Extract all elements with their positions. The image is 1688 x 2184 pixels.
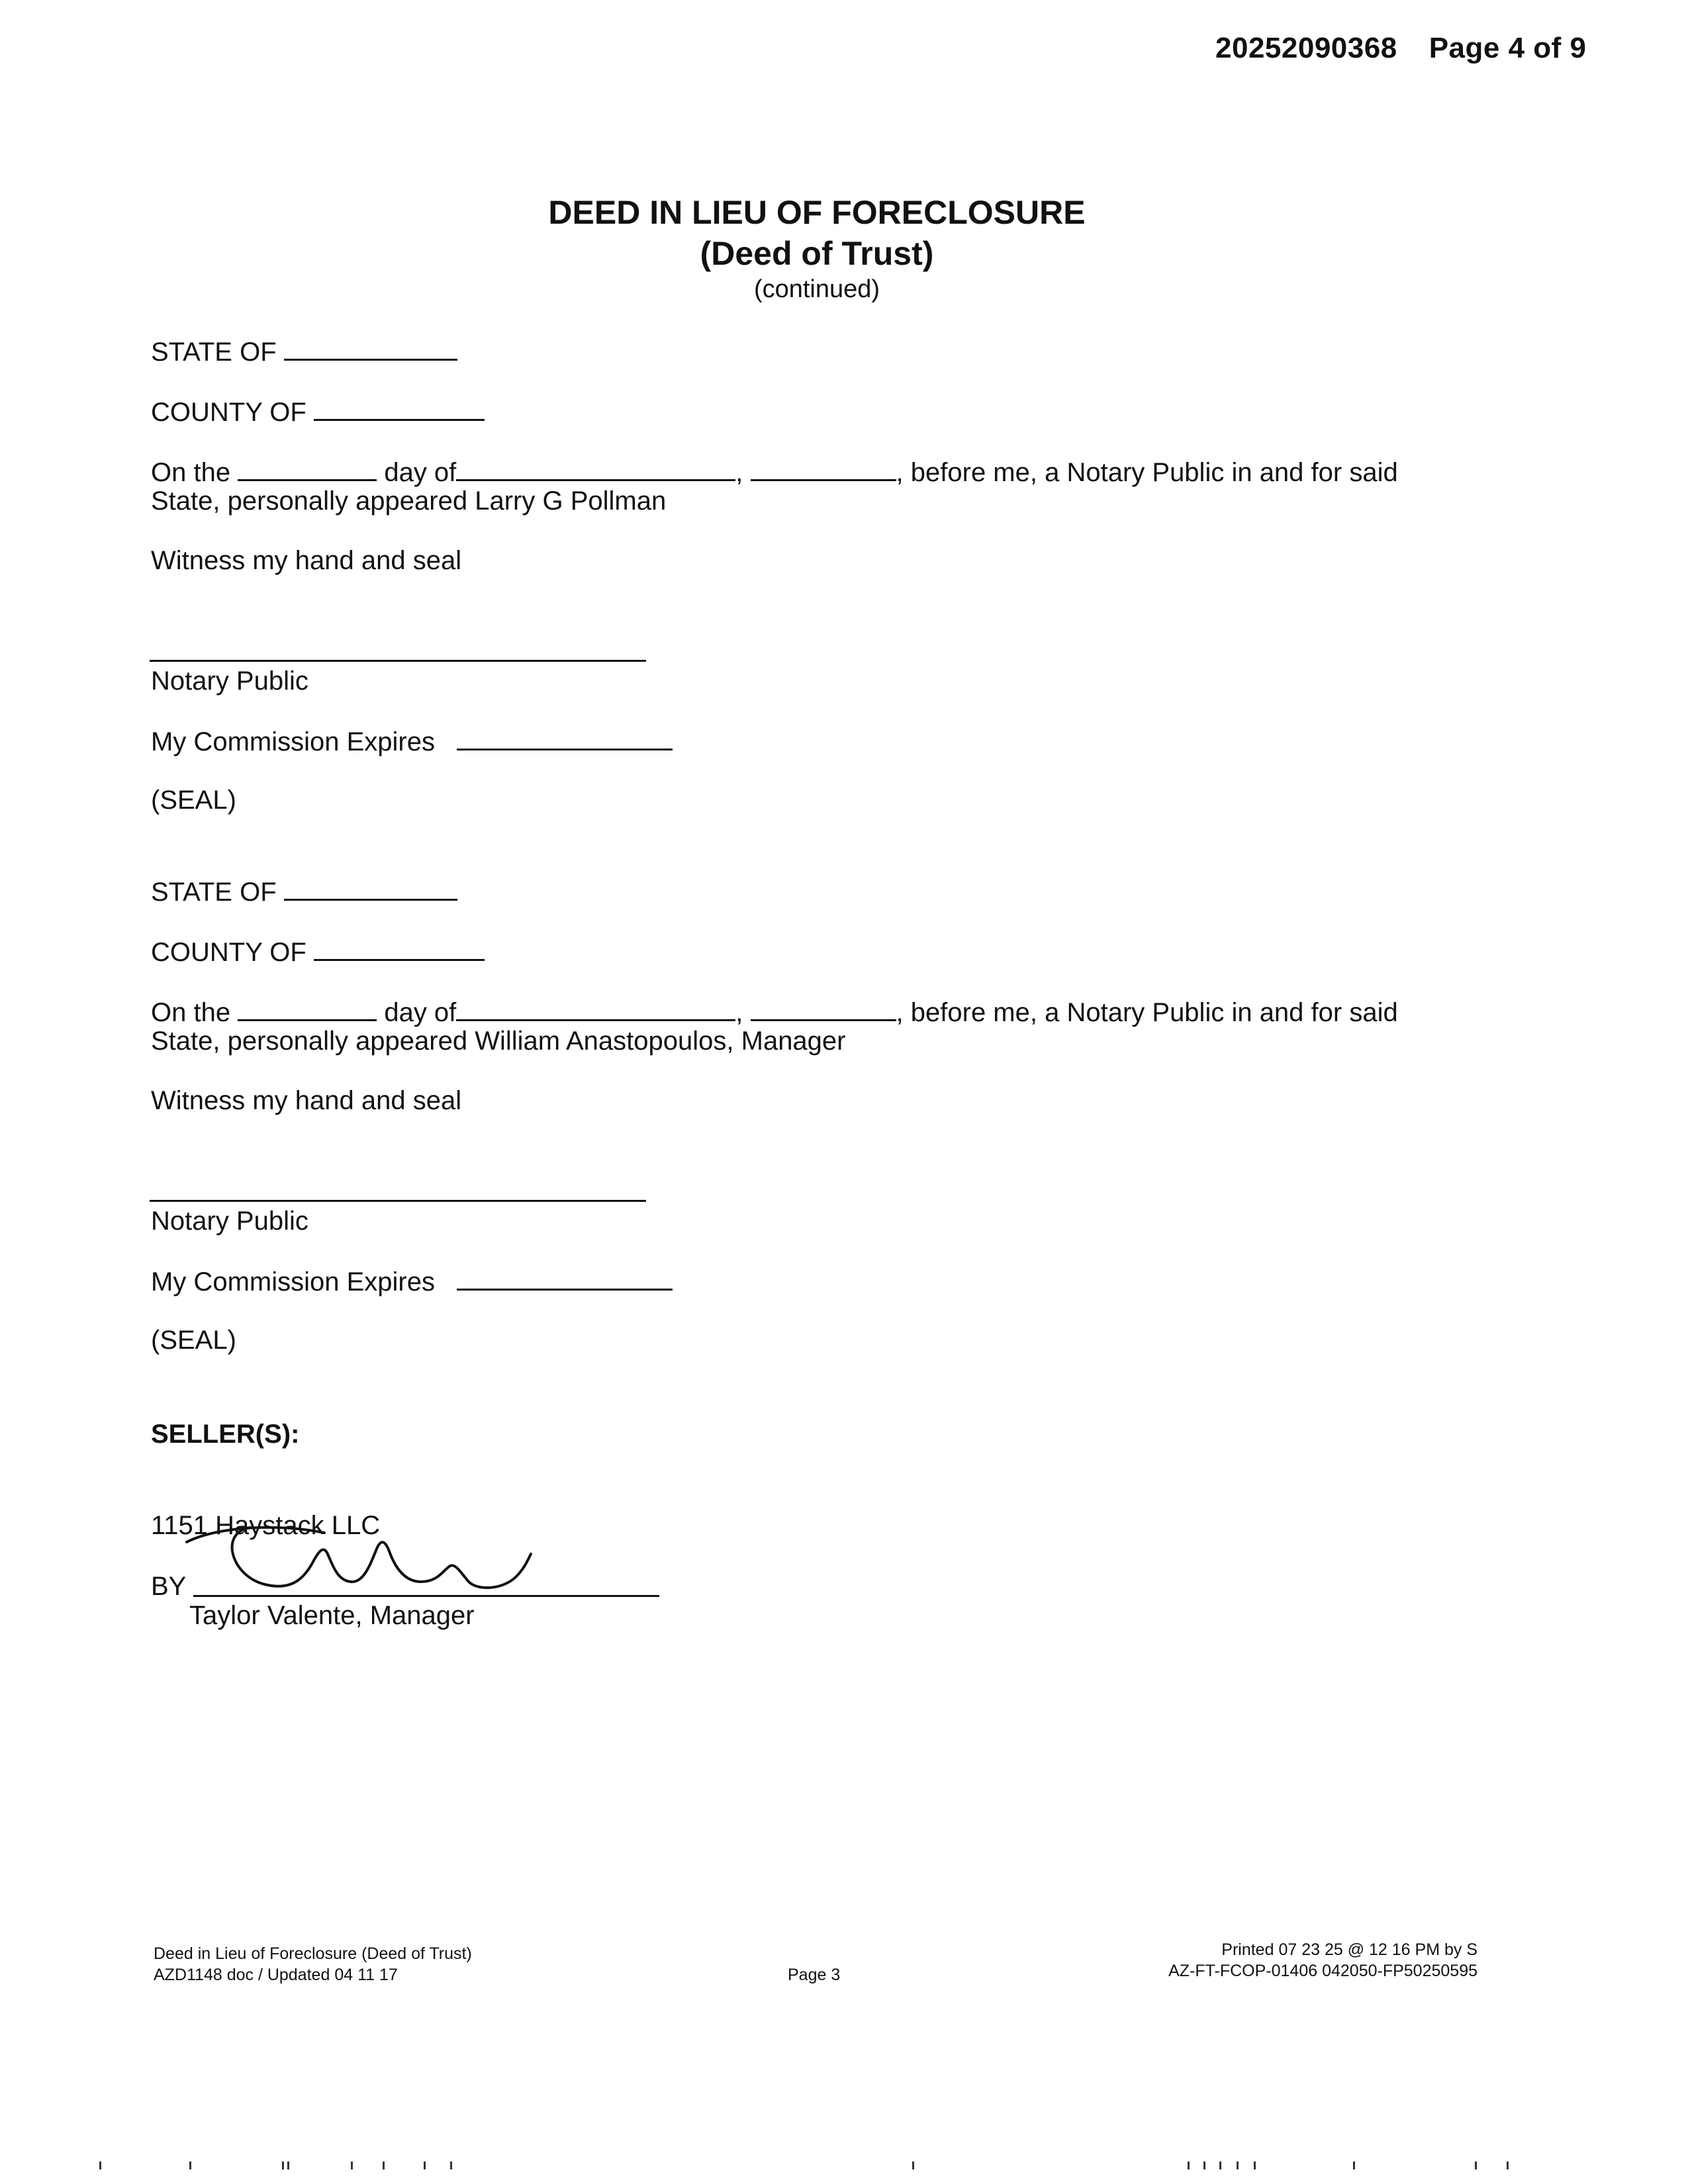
county-line xyxy=(151,935,485,968)
seal-label: (SEAL) xyxy=(151,786,236,815)
scan-speck xyxy=(450,2161,452,2169)
county-label: COUNTY OF xyxy=(151,938,306,967)
seal-label: (SEAL) xyxy=(151,1326,236,1355)
state-line xyxy=(151,875,457,907)
commission-line xyxy=(151,725,673,757)
footer-printed-stamp: Printed 07 23 25 @ 12 16 PM by S xyxy=(1221,1940,1477,1959)
state-line xyxy=(151,335,457,367)
on-the-label: On the xyxy=(151,458,231,487)
scan-speck xyxy=(1203,2161,1205,2169)
scan-speck xyxy=(1475,2161,1477,2169)
year-blank xyxy=(751,995,896,1021)
commission-label: My Commission Expires xyxy=(151,1267,435,1297)
comma: , xyxy=(735,458,743,487)
notary-signature-line xyxy=(150,1200,646,1202)
appeared-line: State, personally appeared Larry G Pollman xyxy=(151,486,667,516)
footer-form-id: AZD1148 doc / Updated 04 11 17 xyxy=(154,1966,398,1984)
comma: , xyxy=(735,998,743,1027)
date-line xyxy=(151,995,1398,1028)
page-indicator: Page 4 of 9 xyxy=(1429,32,1587,64)
day-blank xyxy=(238,995,377,1021)
scan-speck xyxy=(1353,2161,1355,2169)
witness-line: Witness my hand and seal xyxy=(151,546,462,575)
appeared-line: State, personally appeared William Anastopoulos, Manager xyxy=(151,1026,846,1056)
month-blank xyxy=(456,995,735,1021)
scan-speck xyxy=(282,2161,284,2169)
month-blank xyxy=(456,455,735,481)
state-blank xyxy=(284,335,457,361)
day-blank xyxy=(238,455,377,481)
year-blank xyxy=(751,455,896,481)
before-me-text: , before me, a Notary Public in and for said xyxy=(896,458,1398,487)
day-of-label: day of xyxy=(384,458,457,487)
page-header xyxy=(1215,32,1587,65)
notary-public-label: Notary Public xyxy=(151,1206,308,1236)
handwritten-signature-icon xyxy=(179,1513,576,1612)
witness-line: Witness my hand and seal xyxy=(151,1086,462,1115)
state-blank xyxy=(284,875,457,901)
scan-speck xyxy=(99,2161,101,2169)
title-block xyxy=(0,192,1634,304)
scan-speck xyxy=(1237,2161,1239,2169)
commission-label: My Commission Expires xyxy=(151,727,435,756)
scan-speck xyxy=(287,2161,289,2169)
scan-artifacts xyxy=(0,2161,1688,2175)
county-blank xyxy=(314,935,485,961)
scan-speck xyxy=(424,2161,426,2169)
commission-blank xyxy=(457,1265,673,1291)
scan-speck xyxy=(912,2161,914,2169)
footer-form-title: Deed in Lieu of Foreclosure (Deed of Trust) xyxy=(154,1944,472,1963)
signer-name-title: Taylor Valente, Manager xyxy=(189,1601,475,1630)
day-of-label: day of xyxy=(384,998,457,1027)
sellers-heading: SELLER(S): xyxy=(151,1420,300,1449)
scan-speck xyxy=(189,2161,191,2169)
commission-line xyxy=(151,1265,673,1297)
footer-file-number: AZ-FT-FCOP-01406 042050-FP50250595 xyxy=(1168,1962,1477,1980)
on-the-label: On the xyxy=(151,998,231,1027)
county-label: COUNTY OF xyxy=(151,398,306,427)
date-line xyxy=(151,455,1398,488)
before-me-text: , before me, a Notary Public in and for said xyxy=(896,998,1398,1027)
county-line xyxy=(151,395,485,428)
state-label: STATE OF xyxy=(151,878,277,907)
county-blank xyxy=(314,395,485,421)
scan-speck xyxy=(1219,2161,1221,2169)
document-subtitle: (Deed of Trust) xyxy=(700,235,934,272)
footer-right xyxy=(1168,1939,1477,1981)
document-title: DEED IN LIEU OF FORECLOSURE xyxy=(548,194,1086,231)
footer-left xyxy=(154,1943,472,1985)
continued-label: (continued) xyxy=(753,275,880,303)
scan-speck xyxy=(1188,2161,1190,2169)
scan-speck xyxy=(351,2161,353,2169)
commission-blank xyxy=(457,725,673,751)
footer-page-number: Page 3 xyxy=(788,1966,841,1984)
notary-signature-line xyxy=(150,660,646,662)
document-number: 20252090368 xyxy=(1215,32,1397,64)
scan-speck xyxy=(1507,2161,1509,2169)
state-label: STATE OF xyxy=(151,338,277,367)
seller-entity-name: 1151 Haystack LLC xyxy=(151,1511,381,1540)
notary-public-label: Notary Public xyxy=(151,666,308,696)
scan-speck xyxy=(383,2161,385,2169)
scan-speck xyxy=(1254,2161,1256,2169)
by-label: BY xyxy=(151,1572,187,1601)
